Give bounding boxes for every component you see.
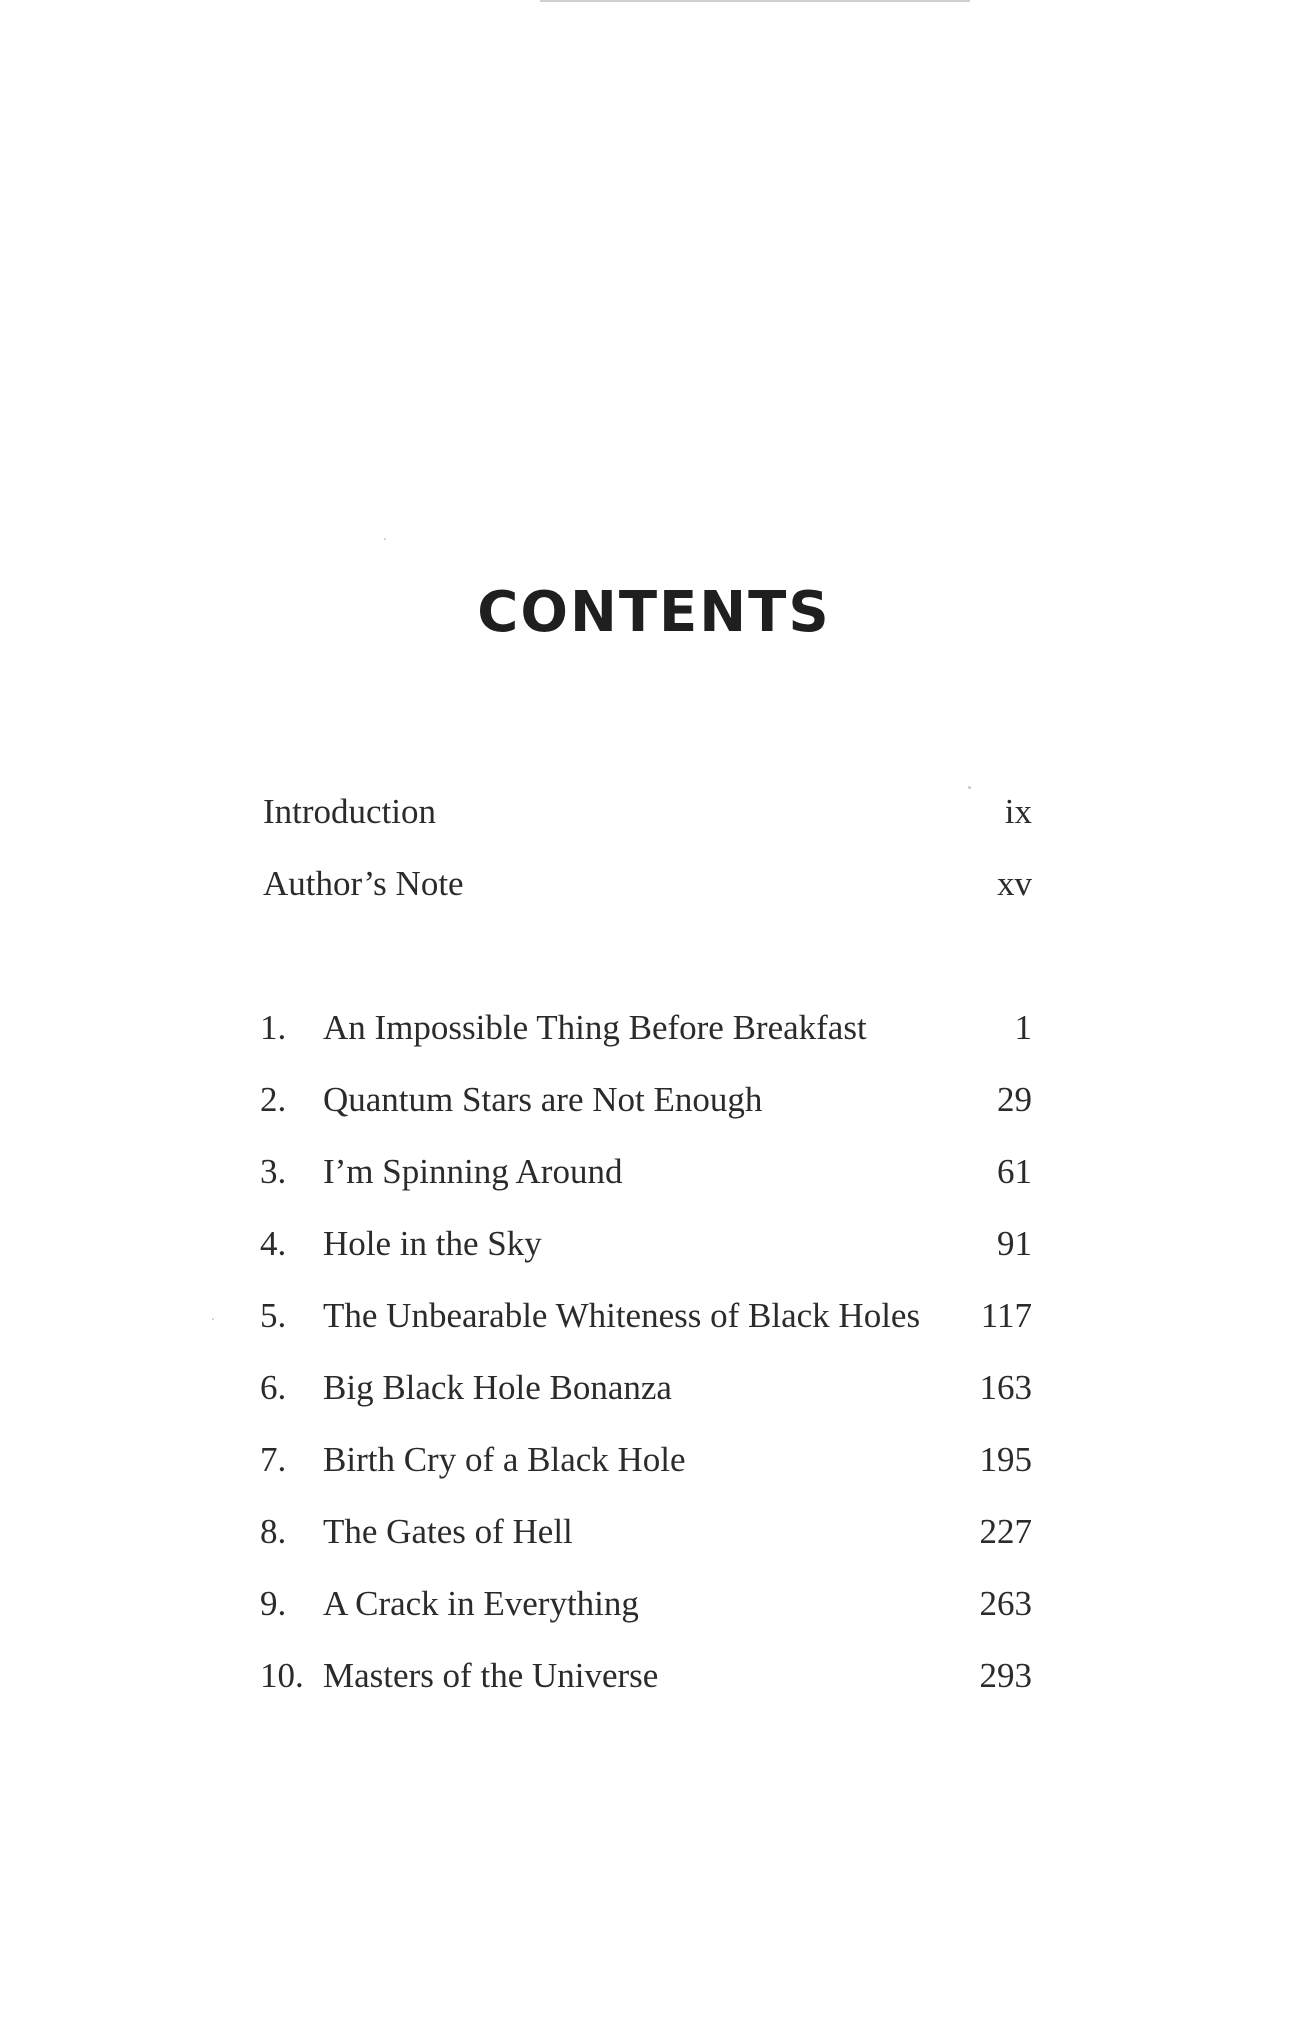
chapter-number: 5. [260, 1296, 287, 1335]
entry-page-number: 61 [997, 1152, 1032, 1191]
chapter-title: Masters of the Universe [323, 1656, 659, 1695]
chapter-title: Big Black Hole Bonanza [323, 1368, 672, 1407]
chapter-number: 8. [260, 1512, 287, 1551]
toc-entry-chapter-8[interactable] [0, 1506, 1308, 1558]
chapter-title: Birth Cry of a Black Hole [323, 1440, 686, 1479]
toc-entry-chapter-10[interactable] [0, 1650, 1308, 1702]
chapter-title: A Crack in Everything [323, 1584, 639, 1623]
toc-entry-chapter-5[interactable] [0, 1290, 1308, 1342]
chapter-title: The Gates of Hell [323, 1512, 573, 1551]
toc-entry-chapter-6[interactable] [0, 1362, 1308, 1414]
toc-entry-chapter-4[interactable] [0, 1218, 1308, 1270]
chapter-title: An Impossible Thing Before Breakfast [323, 1008, 867, 1047]
chapter-number: 10. [260, 1656, 304, 1695]
entry-title: Introduction [263, 792, 437, 831]
chapter-number: 2. [260, 1080, 287, 1119]
toc-entry-chapter-2[interactable] [0, 1074, 1308, 1126]
toc-entry-introduction[interactable] [0, 786, 1308, 838]
paper-speck [212, 1318, 214, 1320]
toc-entry-chapter-3[interactable] [0, 1146, 1308, 1198]
chapter-number: 1. [260, 1008, 287, 1047]
chapter-number: 6. [260, 1368, 287, 1407]
entry-page-number: 263 [979, 1584, 1032, 1623]
chapter-number: 4. [260, 1224, 287, 1263]
toc-entry-chapter-9[interactable] [0, 1578, 1308, 1630]
entry-page-number: 195 [979, 1440, 1032, 1479]
entry-page-number: 227 [979, 1512, 1032, 1551]
chapter-title: Hole in the Sky [323, 1224, 542, 1263]
entry-page-number: ix [1004, 792, 1032, 831]
toc-entry-chapter-7[interactable] [0, 1434, 1308, 1486]
toc-entry-chapter-1[interactable] [0, 1002, 1308, 1054]
chapter-title: The Unbearable Whiteness of Black Holes [323, 1296, 921, 1335]
chapter-number: 7. [260, 1440, 287, 1479]
entry-page-number: 1 [1014, 1008, 1032, 1047]
paper-speck [968, 786, 971, 789]
entry-page-number: 163 [979, 1368, 1032, 1407]
entry-page-number: 293 [979, 1656, 1032, 1695]
top-edge-rule [540, 0, 970, 2]
contents-heading: CONTENTS [477, 580, 831, 645]
entry-title: Author’s Note [263, 864, 464, 903]
toc-entry-authors-note[interactable] [0, 858, 1308, 910]
entry-page-number: 91 [997, 1224, 1032, 1263]
paper-speck [384, 538, 386, 540]
chapter-title: Quantum Stars are Not Enough [323, 1080, 763, 1119]
chapter-number: 9. [260, 1584, 287, 1623]
entry-page-number: 117 [980, 1296, 1032, 1335]
entry-page-number: 29 [997, 1080, 1032, 1119]
entry-page-number: xv [997, 864, 1032, 903]
chapter-number: 3. [260, 1152, 287, 1191]
chapter-title: I’m Spinning Around [323, 1152, 623, 1191]
